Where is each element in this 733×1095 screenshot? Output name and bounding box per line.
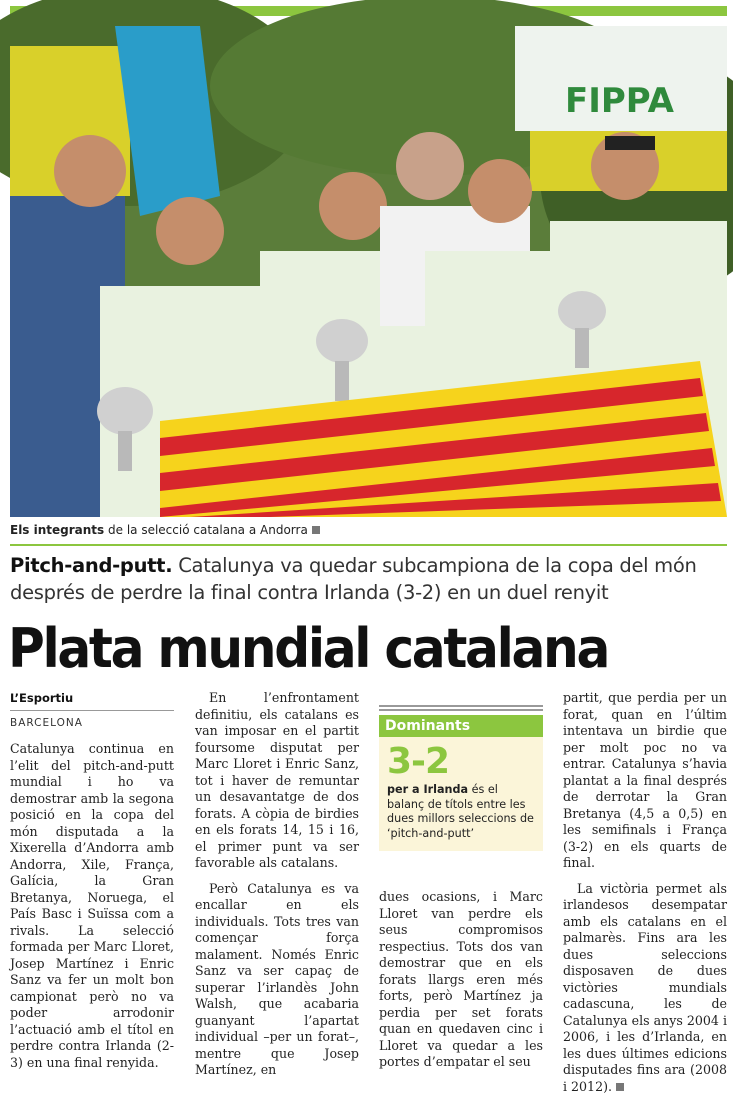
divider-rule (10, 544, 727, 546)
caption-bold: Els integrants (10, 523, 104, 537)
column-2 (195, 690, 359, 1079)
box-rule (379, 709, 543, 711)
subhead-text: Catalunya va quedar subcampiona de la copa del món després de perdre la final contra Irlanda (3-2) en un duel renyit (10, 554, 697, 604)
caption-text: de la selecció catalana a Andorra (104, 523, 308, 537)
headline: Plata mundial catalana (8, 618, 678, 680)
column-3 (379, 889, 543, 1071)
box-number: 3-2 (387, 743, 535, 781)
box-body (379, 737, 543, 851)
box-rule (379, 705, 543, 707)
team-photo-illustration (10, 26, 727, 517)
column-4 (563, 690, 727, 1095)
byline-author: L’Esportiu (10, 690, 174, 707)
trophy-2 (316, 319, 368, 363)
trophy-1 (97, 387, 153, 435)
paragraph: Catalunya continua en l’elit del pitch-and-putt mundial i ho va demostrar amb la segona posició en la copa del món disputada a la Xixerella d’Andorra amb Andorra, Xile, França, Galícia, la Gran Bretanya, Noruega, el País Basc i Suïssa com a rivals. La selecció formada per Marc Lloret, Josep Martínez i Enric Sanz va fer un molt bon campionat però no va poder arrodonir l’actuació amb el títol en perdre contra Irlanda (2-3) en una final renyida. (10, 741, 174, 1071)
box-text-rest: és el balanç de títols entre les dues millors seleccions de ‘pitch-and-putt’ (387, 783, 534, 840)
end-square-icon (312, 526, 320, 534)
subhead-lead: Pitch-and-putt. (10, 554, 172, 577)
end-square-icon (616, 1083, 624, 1091)
paragraph: dues ocasions, i Marc Lloret van perdre els seus compromisos respectius. Tots dos van demostrar que en els forats llargs eren més forts, però Martínez ja perdia per set forats quan en quedaven cinc i Lloret va quedar a les portes d’empatar el seu (379, 889, 543, 1071)
team-photo (10, 26, 727, 517)
column-1 (10, 690, 174, 1071)
highlight-box (379, 705, 543, 851)
byline-rule (10, 710, 174, 711)
byline-place: BARCELONA (10, 715, 174, 732)
fippa-banner-text: FIPPA (565, 81, 675, 121)
photo-caption (10, 523, 727, 537)
paragraph (563, 881, 727, 1095)
paragraph: En l’enfrontament definitiu, els catalans es van imposar en el partit foursome disputat per Marc Lloret i Enric Sanz, tot i haver de remuntar un desavantatge de dos forats. A còpia de birdies en els forats 14, 15 i 16, el primer punt va ser favorable als catalans. (195, 690, 359, 872)
box-title: Dominants (379, 715, 543, 737)
trophy-3 (558, 291, 606, 331)
paragraph: partit, que perdia per un forat, quan en l’últim intentava un birdie que per molt poc no va entrar. Catalunya s’havia plantat a la final després de derrotar la Gran Bretanya (4,5 a 0,5) en les semifinals i França (3-2) en els quarts de final. (563, 690, 727, 872)
subheadline (10, 552, 727, 606)
paragraph: Però Catalunya es va encallar en els individuals. Tots tres van començar força malament. Només Enric Sanz va ser capaç de superar l’irlandès John Walsh, que acabaria guanyant l’apartat individual –per un forat–, mentre que Josep Martínez, en (195, 881, 359, 1079)
paragraph-text: La victòria permet als irlandesos desempatar amb els catalans en el palmarès. Fins ara les dues seleccions disposaven de dues victòries mundials cadascuna, les de Catalunya els anys 2004 i 2006, i les d’Irlanda, en les dues últimes edicions disputades fins ara (2008 i 2012). (563, 881, 727, 1094)
box-text-bold: per a Irlanda (387, 783, 468, 796)
box-text (387, 783, 535, 841)
